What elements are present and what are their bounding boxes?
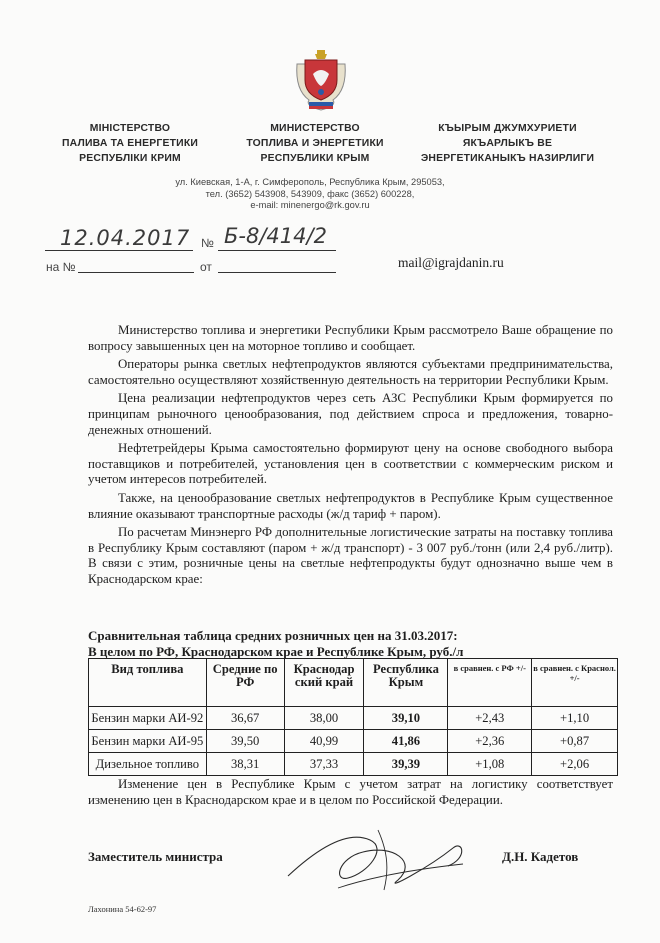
executor-contact: Лахонина 54-62-97 [88,904,157,914]
email: e-mail: minenergo@rk.gov.ru [250,200,370,210]
table-row [89,707,618,730]
col-header: в сравнен. с Краснол. +/- [532,659,618,707]
body-paragraph: Нефтетрейдеры Крыма самостоятельно формируют цену на основе свободного выбора поставщиков и потребителей, установления цен в соответствии с коммерческим риском и учетом интересов потребителей. [88,441,613,487]
table-row [89,753,618,776]
reg-date: 12.04.2017 [60,226,191,250]
table-cell: 39,10 [364,707,448,730]
reg-number-line [218,250,336,251]
table-cell: Дизельное топливо [89,753,207,776]
table-cell: +1,10 [532,707,618,730]
table-cell: 39,50 [206,730,284,753]
signatory-position: Заместитель министра [88,849,223,864]
table-header-row [89,659,618,707]
table-cell: Бензин марки АИ-92 [89,707,207,730]
from-line [218,272,336,273]
table-cell: +2,06 [532,753,618,776]
on-label: на № [46,260,76,274]
letter-body [88,323,613,591]
table-cell: 41,86 [364,730,448,753]
table-row [89,730,618,753]
recipient: mail@igrajdanin.ru [398,255,504,270]
table-cell: 38,31 [206,753,284,776]
signatory-name: Д.Н. Кадетов [502,849,579,864]
price-comparison-table [88,658,618,776]
table-cell: 38,00 [284,707,364,730]
coat-of-arms [291,50,351,112]
reg-number-prefix: № [201,236,214,250]
table-cell: Бензин марки АИ-95 [89,730,207,753]
table-cell: +1,08 [448,753,532,776]
table-cell: +2,43 [448,707,532,730]
closing-paragraph: Изменение цен в Республике Крым с учетом затрат на логистику соответствует изменению цен в Краснодарском крае и в целом по Российской Федерации. [88,777,613,807]
table-cell: +2,36 [448,730,532,753]
col-header: Краснодар ский край [284,659,364,707]
body-paragraph: Операторы рынка светлых нефтепродуктов являются субъектами предпринимательства, самостоятельно осуществляют хозяйственную деятельность на территории Республики Крым. [88,357,613,387]
col-header: в сравнен. с РФ +/- [448,659,532,707]
body-paragraph: Министерство топлива и энергетики Республики Крым рассмотрело Ваше обращение по вопросу завышенных цен на моторное топливо и сообщает. [88,323,613,353]
table-cell: 40,99 [284,730,364,753]
table-cell: 39,39 [364,753,448,776]
reg-date-line [45,250,193,251]
signature-scribble [278,818,478,898]
body-paragraph: По расчетам Минэнерго РФ дополнительные логистические затраты на поставку топлива в Республику Крым составляют (паром + ж/д транспорт) - 3 007 руб./тонн (или 2,4 руб./литр). В связи с этим, розничные цены на светлые нефтепродукты будут однозначно выше чем в Краснодарском крае: [88,525,613,586]
org-name-crh: КЪЫРЫМ ДЖУМХУРИЕТИ ЯКЪАРЛЫКЪ ВЕ ЭНЕРГЕТИКАНЫКЪ НАЗИРЛИГИ [420,123,595,164]
reg-number: Б-8/414/2 [224,224,327,248]
table-cell: 37,33 [284,753,364,776]
body-paragraph: Цена реализации нефтепродуктов через сеть АЗС Республики Крым формируется по принципам рыночного ценообразования, под действием спроса и предложения, товарно-денежных отношений. [88,391,613,437]
col-header: Республика Крым [364,659,448,707]
table-cell: 36,67 [206,707,284,730]
org-name-ru: МИНИСТЕРСТВО ТОПЛИВА И ЭНЕРГЕТИКИ РЕСПУБЛИКИ КРЫМ [246,123,384,164]
phones: тел. (3652) 543908, 543909, факс (3652) 600228, [205,188,415,199]
address: ул. Киевская, 1-А, г. Симферополь, Республика Крым, 295053, [175,177,445,187]
body-paragraph: Также, на ценообразование светлых нефтепродуктов в Республике Крым существенное влияние оказывают транспортные расходы (ж/д тариф + паром). [88,490,613,521]
table-title: Сравнительная таблица средних розничных цен на 31.03.2017: В целом по РФ, Краснодарском крае и Республике Крым, руб./л [88,628,464,659]
on-line [78,272,194,273]
contact-block [100,177,520,212]
col-header: Средние по РФ [206,659,284,707]
from-label: от [200,260,212,274]
crimea-coat-of-arms-icon [291,50,351,112]
table-cell: +0,87 [532,730,618,753]
handwritten-signature [278,818,478,898]
col-header: Вид топлива [89,659,207,707]
org-name-ua: МІНІСТЕРСТВО ПАЛИВА ТА ЕНЕРГЕТИКИ РЕСПУБЛІКИ КРИМ [61,123,199,164]
